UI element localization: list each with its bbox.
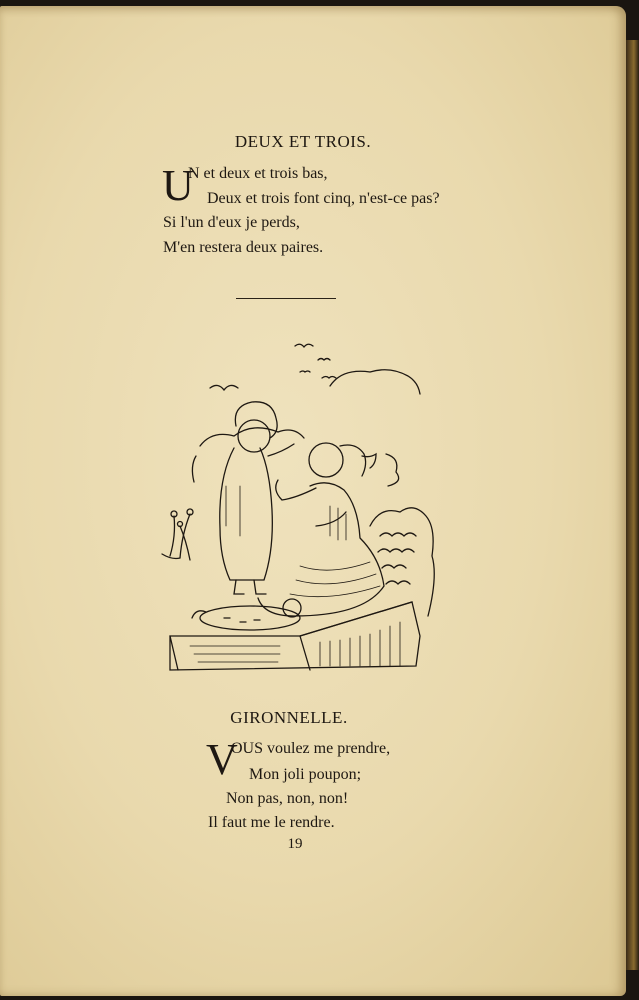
poem1-line-1: N et deux et trois bas,: [188, 165, 328, 182]
engraving-mother-child-doll-icon: [150, 336, 440, 676]
poem-title-gironnelle: GIRONNELLE.: [230, 708, 348, 727]
poem-title-deux-et-trois: DEUX ET TROIS.: [234, 132, 372, 151]
poem2-line-1: OUS voulez me prendre,: [231, 740, 391, 757]
poem1-line-4: M'en restera deux paires.: [163, 239, 324, 256]
page-number: 19: [287, 836, 303, 852]
poem1-line-2: Deux et trois font cinq, n'est-ce pas?: [207, 190, 440, 207]
drop-cap-u: U: [162, 161, 194, 210]
poem1-line-3: Si l'un d'eux je perds,: [163, 214, 300, 231]
poem2-line-2: Mon joli poupon;: [249, 766, 362, 783]
book-page: [0, 6, 626, 996]
drop-cap-v: V: [206, 735, 238, 784]
section-divider: [236, 298, 336, 299]
poem2-line-4: Il faut me le rendre.: [208, 814, 335, 831]
book-edge: [626, 40, 639, 970]
poem2-line-3: Non pas, non, non!: [226, 790, 349, 807]
